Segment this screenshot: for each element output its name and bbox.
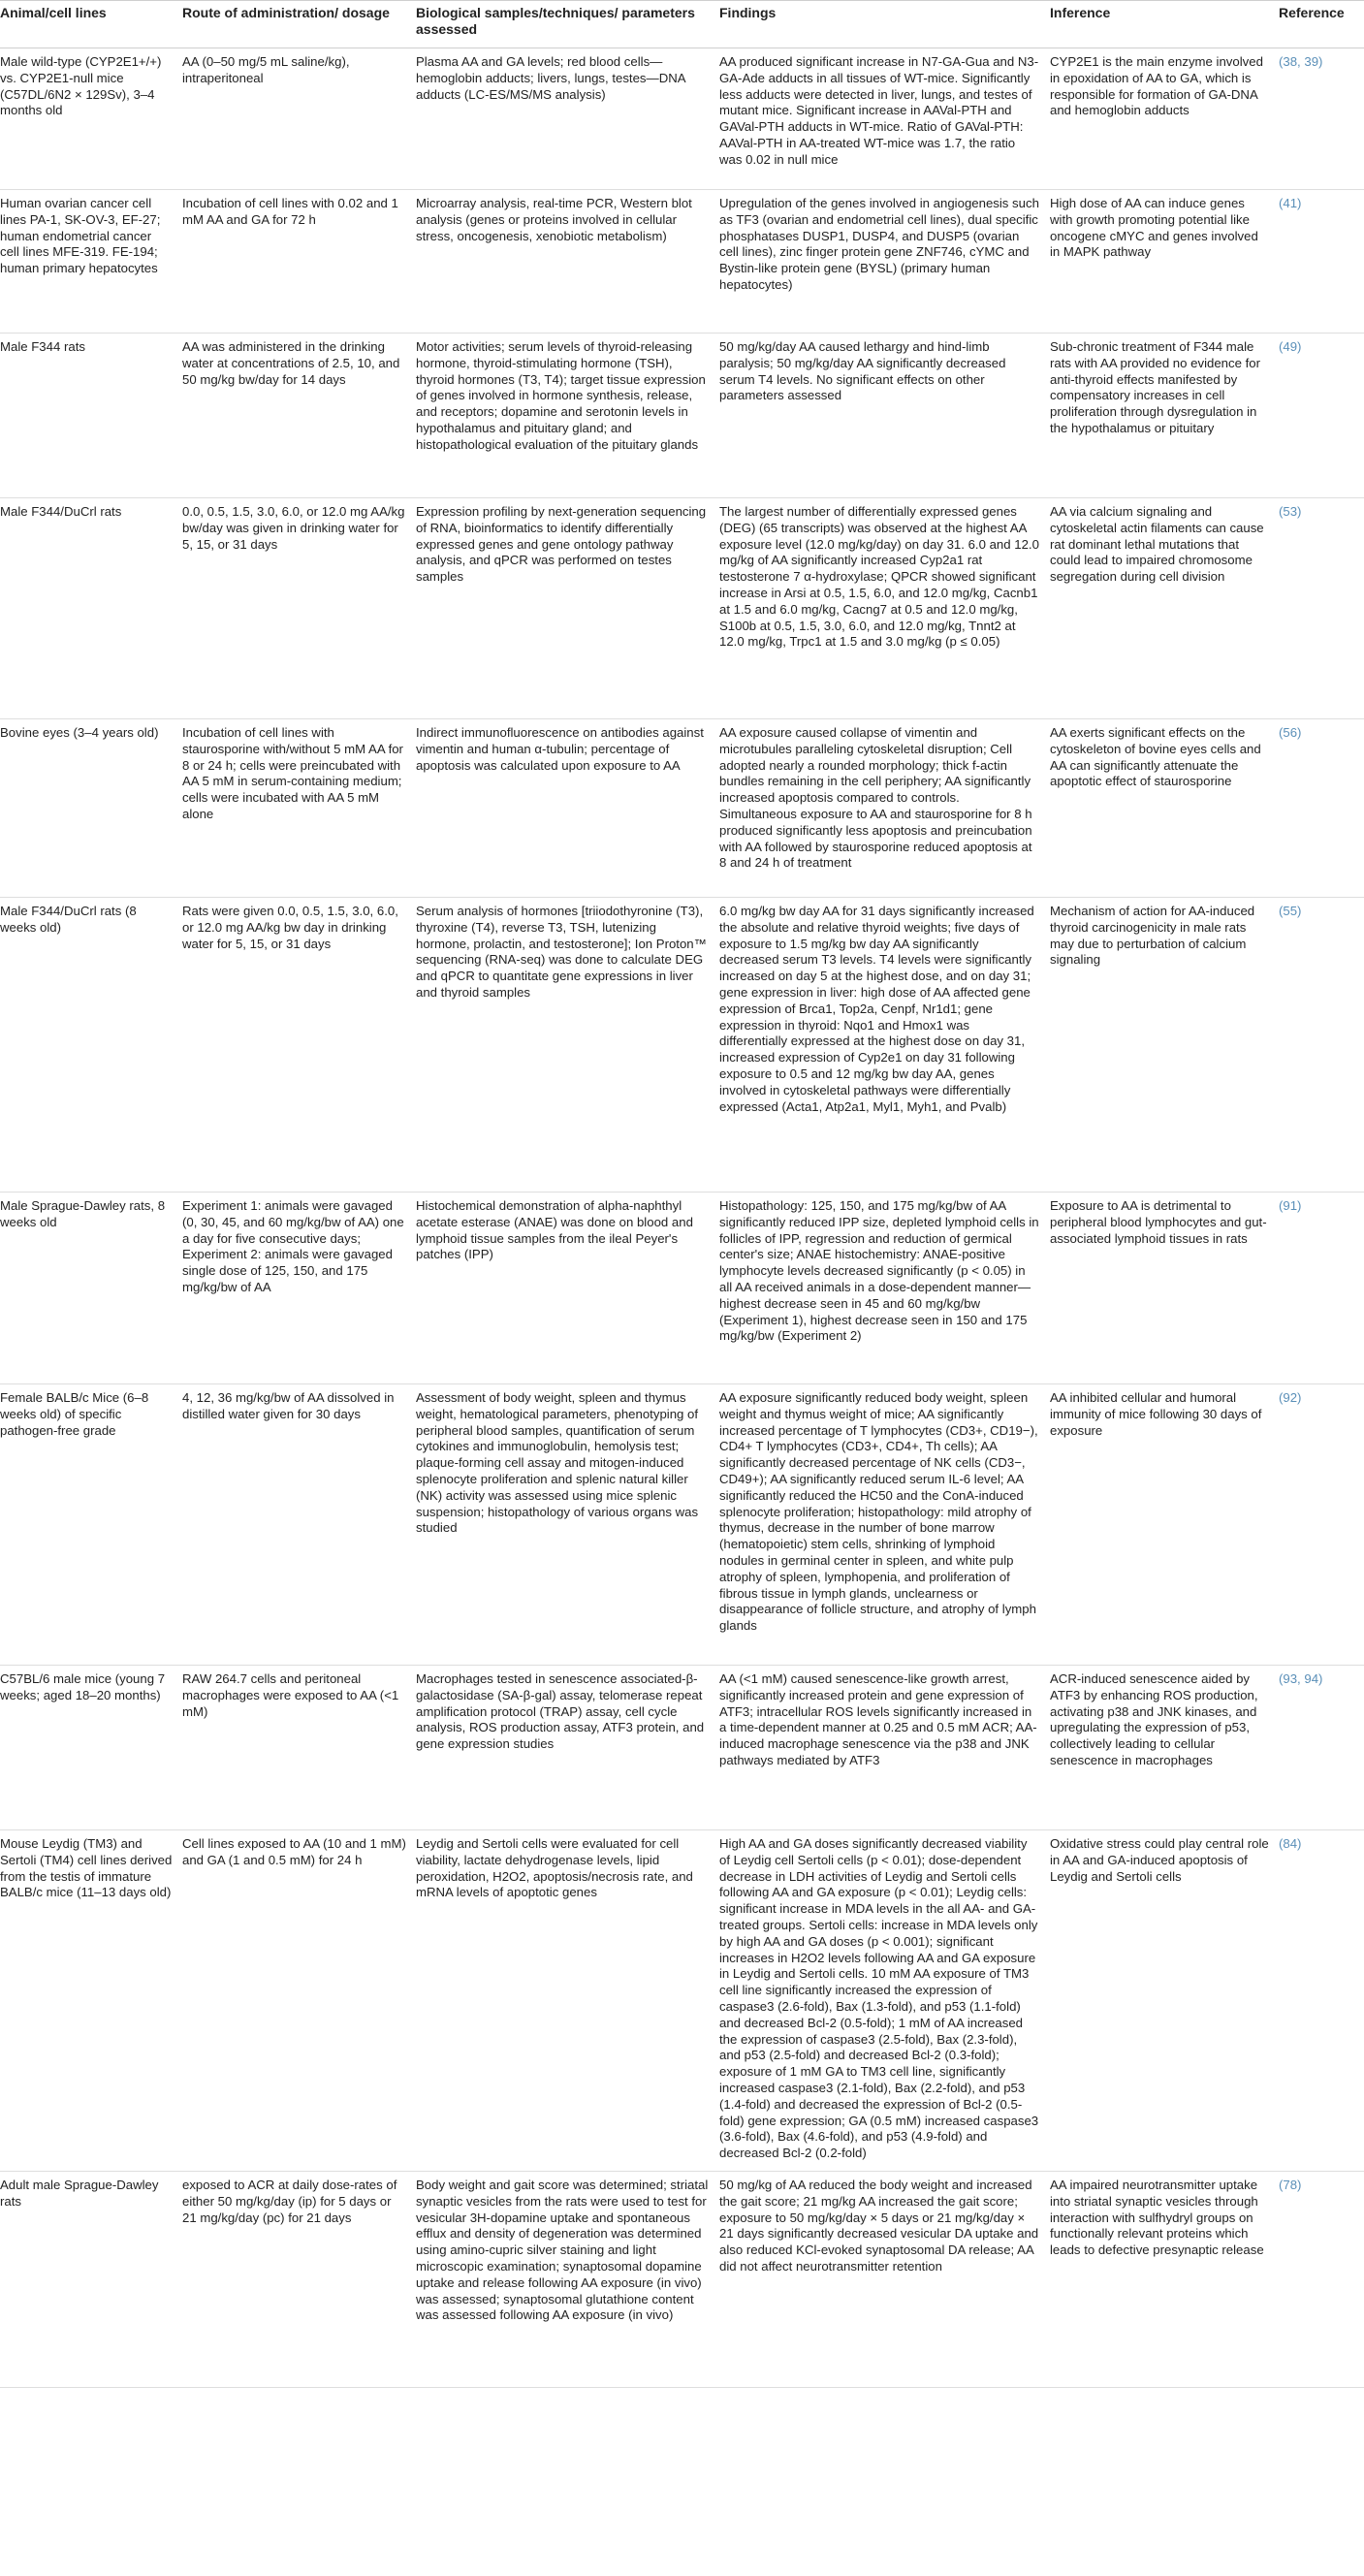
header-inference: Inference xyxy=(1050,5,1111,20)
cell-reference[interactable]: (56) xyxy=(1279,725,1302,740)
cell-samples: Body weight and gait score was determined; striatal synaptic vesicles from the rats were used to test for vesicular 3H-dopamine uptake and spontaneous efflux and density of degeneration was determined using amino-cupric silver staining and light microscopic examination; synaptosomal dopamine uptake and release following AA exposure (in vivo) was assessed; synaptosomal glutathione content was assessed following AA exposure (in vivo) xyxy=(416,2177,709,2323)
table-row xyxy=(0,334,1364,498)
cell-route: Incubation of cell lines with staurosporine with/without 5 mM AA for 8 or 24 h; cells were preincubated with AA 5 mM in serum-containing medium; cells were incubated with AA 5 mM alone xyxy=(182,725,403,821)
cell-inference: AA inhibited cellular and humoral immunity of mice following 30 days of exposure xyxy=(1050,1390,1262,1438)
cell-route: AA (0–50 mg/5 mL saline/kg), intraperitoneal xyxy=(182,54,350,85)
header-route: Route of administration/ dosage xyxy=(182,5,390,20)
header-findings: Findings xyxy=(719,5,777,20)
cell-inference: CYP2E1 is the main enzyme involved in epoxidation of AA to GA, which is responsible for formation of GA-DNA and hemoglobin adducts xyxy=(1050,54,1263,118)
cell-animal: C57BL/6 male mice (young 7 weeks; aged 18–20 months) xyxy=(0,1671,166,1702)
cell-inference: Mechanism of action for AA-induced thyroid carcinogenicity in male rats may due to perturbation of calcium signaling xyxy=(1050,904,1255,968)
cell-findings: AA exposure caused collapse of vimentin and microtubules paralleling cytoskeletal disruption; Cell adopted nearly a rounded morphology; thick f-actin bundles remaining in the cell periphery; AA significantly increased apoptosis compared to controls. Simultaneous exposure to AA and staurosporine for 8 h produced significantly less apoptosis and preincubation with AA followed by staurosporine reduced apoptosis at 8 and 24 h of treatment xyxy=(719,725,1032,871)
cell-route: RAW 264.7 cells and peritoneal macrophages were exposed to AA (<1 mM) xyxy=(182,1671,399,1719)
cell-samples: Expression profiling by next-generation sequencing of RNA, bioinformatics to identify differentially expressed genes and gene ontology pathway analysis, and qPCR was performed on testes samples xyxy=(416,504,707,585)
header-samples: Biological samples/techniques/ parameters assessed xyxy=(416,5,695,37)
cell-samples: Leydig and Sertoli cells were evaluated for cell viability, lactate dehydrogenase levels, lipid peroxidation, H2O2, apoptosis/necrosis rate, and mRNA levels of apoptotic genes xyxy=(416,1836,693,1900)
cell-animal: Mouse Leydig (TM3) and Sertoli (TM4) cell lines derived from the testis of immature BALB/c mice (11–13 days old) xyxy=(0,1836,173,1900)
header-animal: Animal/cell lines xyxy=(0,5,107,20)
cell-route: exposed to ACR at daily dose-rates of either 50 mg/kg/day (ip) for 5 days or 21 mg/kg/day (pc) for 21 days xyxy=(182,2177,397,2225)
cell-findings: AA produced significant increase in N7-GA-Gua and N3-GA-Ade adducts in all tissues of WT-mice. Significantly less adducts were detected in liver, lungs, and testes of mutant mice. Significant increase in AAVal-PTH and GAVal-PTH adducts in WT-mice. Ratio of GAVal-PTH: AAVal-PTH in AA-treated WT-mice was 1.7, the ratio was 0.02 in null mice xyxy=(719,54,1039,167)
cell-reference[interactable]: (38, 39) xyxy=(1279,54,1323,69)
table-body xyxy=(0,48,1364,2388)
cell-findings: 6.0 mg/kg bw day AA for 31 days significantly increased the absolute and relative thyroid weights; five days of exposure to 1.5 mg/kg bw day AA significantly decreased serum T3 levels. T4 levels were significantly increased on day 5 at the highest dose, and on day 31; gene expression in liver: high dose of AA affected gene expression of Brca1, Top2a, Cenpf, Nr1d1; gene expression in thyroid: Nqo1 and Hmox1 was differentially expressed at the highest dose on day 31, increased expression of Cyp2e1 on day 31 following exposure to 0.5 and 12 mg/kg bw day AA, genes involved in cytoskeletal pathways were differentially expressed (Acta1, Atp2a1, Myl1, Myh1, and Pvalb) xyxy=(719,904,1034,1114)
cell-findings: 50 mg/kg/day AA caused lethargy and hind-limb paralysis; 50 mg/kg/day AA significantly decreased serum T4 levels. No significant effects on other parameters assessed xyxy=(719,339,1006,403)
cell-samples: Serum analysis of hormones [triiodothyronine (T3), thyroxine (T4), reverse T3, TSH, lutenizing hormone, prolactin, and testosterone]; Ion Proton™ sequencing (RNA-seq) was done to calculate DEG and qPCR to quantitate gene expressions in liver and thyroid samples xyxy=(416,904,707,1000)
cell-reference[interactable]: (53) xyxy=(1279,504,1302,519)
cell-findings: AA (<1 mM) caused senescence-like growth arrest, significantly increased protein and gene expression of ATF3; intracellular ROS levels significantly increased in a time-dependent manner at 0.25 and 0.5 mM ACR; AA-induced macrophage senescence via the p38 and JNK pathways mediated by ATF3 xyxy=(719,1671,1037,1767)
cell-inference: Exposure to AA is detrimental to peripheral blood lymphocytes and gut-associated lymphoid tissues in rats xyxy=(1050,1198,1267,1246)
cell-findings: 50 mg/kg of AA reduced the body weight and increased the gait score; 21 mg/kg AA increased the gait score; exposure to 50 mg/kg/day × 5 days or 21 mg/kg/day × 21 days significantly decreased vesicular DA uptake and also reduced KCl-evoked synaptosomal DA release; AA did not affect neurotransmitter retention xyxy=(719,2177,1039,2274)
table-row xyxy=(0,719,1364,898)
cell-samples: Assessment of body weight, spleen and thymus weight, hematological parameters, phenotyping of peripheral blood samples, quantification of serum cytokines and immunoglobulin, hemolysis test; plaque-forming cell assay and mitogen-induced splenocyte proliferation and splenic natural killer (NK) activity was assessed using mice splenic suspension; histopathology of various organs was studied xyxy=(416,1390,699,1536)
cell-animal: Human ovarian cancer cell lines PA-1, SK-OV-3, EF-27; human endometrial cancer cell lines MFE-319. FE-194; human primary hepatocytes xyxy=(0,196,161,276)
cell-animal: Male F344/DuCrl rats xyxy=(0,504,122,519)
cell-animal: Female BALB/c Mice (6–8 weeks old) of specific pathogen-free grade xyxy=(0,1390,149,1438)
cell-samples: Histochemical demonstration of alpha-naphthyl acetate esterase (ANAE) was done on blood and lymphoid tissue samples from the ileal Peyer's patches (IPP) xyxy=(416,1198,693,1262)
table-row xyxy=(0,898,1364,1193)
cell-route: Incubation of cell lines with 0.02 and 1 mM AA and GA for 72 h xyxy=(182,196,398,227)
cell-route: 4, 12, 36 mg/kg/bw of AA dissolved in distilled water given for 30 days xyxy=(182,1390,395,1421)
cell-findings: High AA and GA doses significantly decreased viability of Leydig cell Sertoli cells (p < 0.01); dose-dependent decrease in LDH activities of Leydig and Sertoli cells following AA and GA exposure (p < 0.01); Leydig cells: significant increase in MDA levels in the all AA- and GA-treated groups. Sertoli cells: increase in MDA levels only by high AA and GA doses (p < 0.001); significant increases in H2O2 levels following AA and GA exposure in Leydig and Sertoli cells. 10 mM AA exposure of TM3 cell line significantly increased the expression of caspase3 (2.6-fold), Bax (1.3-fold), and p53 (1.1-fold) and decreased Bcl-2 (0.5-fold); 1 mM of AA increased the expression of caspase3 (2.5-fold), Bax (2.3-fold), and p53 (2.5-fold) and decreased Bcl-2 (0.3-fold); exposure of 1 mM GA to TM3 cell line, significantly increased caspase3 (2.1-fold), Bax (2.2-fold), and p53 (1.4-fold) and decreased the expression of Bcl-2 (0.5-fold) gene expression; GA (0.5 mM) increased caspase3 (3.6-fold), Bax (4.6-fold), and p53 (4.9-fold) and decreased Bcl-2 (0.2-fold) xyxy=(719,1836,1039,2161)
cell-animal: Male F344/DuCrl rats (8 weeks old) xyxy=(0,904,137,935)
table-row xyxy=(0,1193,1364,1384)
cell-reference[interactable]: (49) xyxy=(1279,339,1302,354)
cell-samples: Microarray analysis, real-time PCR, Western blot analysis (genes or proteins involved in cellular stress, oncogenesis, xenobiotic metabolism) xyxy=(416,196,692,243)
cell-findings: AA exposure significantly reduced body weight, spleen weight and thymus weight of mice; AA significantly increased percentage of T lymphocytes (CD3+, CD19−), CD4+ T lymphocytes (CD3+, CD4+, Th cells); AA significantly decreased percentage of NK cells (CD3−, CD49+); AA significantly reduced serum IL-6 level; AA significantly reduced the HC50 and the ConA-induced splenocyte proliferation; histopathology: mild atrophy of thymus, decrease in the number of bone marrow (hematopoietic) stem cells, shrinking of lymphoid nodules in germinal center in spleen, and white pulp atrophy of spleen, lymphopenia, and proliferation of fibrous tissue in lymph glands, unclearness or disappearance of follicle structure, and atrophy of lymph glands xyxy=(719,1390,1038,1634)
cell-findings: The largest number of differentially expressed genes (DEG) (65 transcripts) was observed at the highest AA exposure level (12.0 mg/kg/day) on day 31. 6.0 and 12.0 mg/kg of AA significantly increased Cyp2a1 rat testosterone 7 α-hydroxylase; QPCR showed significant increase in Arsi at 0.5, 1.5, 6.0, and 12.0 mg/kg, Cacnb1 at 1.5 and 6.0 mg/kg, Cacng7 at 0.5 and 12.0 mg/kg, S100b at 0.5, 1.5, 3.0, 6.0, and 12.0 mg/kg, Tnnt2 at 12.0 mg/kg, Trpc1 at 1.5 and 3.0 mg/kg (p ≤ 0.05) xyxy=(719,504,1039,650)
cell-reference[interactable]: (93, 94) xyxy=(1279,1671,1323,1686)
cell-inference: AA exerts significant effects on the cytoskeleton of bovine eyes cells and AA can significantly attenuate the apoptotic effect of staurosporine xyxy=(1050,725,1261,789)
header-row xyxy=(0,1,1364,48)
table-row xyxy=(0,48,1364,190)
table-row xyxy=(0,190,1364,334)
cell-samples: Plasma AA and GA levels; red blood cells—hemoglobin adducts; livers, lungs, testes—DNA adducts (LC-ES/MS/MS analysis) xyxy=(416,54,685,102)
cell-reference[interactable]: (55) xyxy=(1279,904,1302,918)
cell-samples: Motor activities; serum levels of thyroid-releasing hormone, thyroid-stimulating hormone (TSH), thyroid hormones (T3, T4); target tissue expression of genes involved in hormone synthesis, release, and receptors; dopamine and serotonin levels in hypothalamus and pituitary gland; and histopathological evaluation of the pituitary glands xyxy=(416,339,706,452)
table-row xyxy=(0,2171,1364,2387)
cell-findings: Histopathology: 125, 150, and 175 mg/kg/bw of AA significantly reduced IPP size, depleted lymphoid cells in follicles of IPP, regression and reduction of germical center's size; ANAE histochemistry: ANAE-positive lymphocyte levels decreased significantly (p < 0.05) in all AA received animals in a dose-dependent manner—highest decrease seen in 45 and 60 mg/kg/bw (Experiment 1), highest decrease seen in 150 and 175 mg/kg/bw (Experiment 2) xyxy=(719,1198,1039,1344)
cell-reference[interactable]: (84) xyxy=(1279,1836,1302,1851)
header-reference: Reference xyxy=(1279,5,1345,20)
cell-route: Rats were given 0.0, 0.5, 1.5, 3.0, 6.0, or 12.0 mg AA/kg bw day in drinking water for 5, 15, or 31 days xyxy=(182,904,398,951)
cell-route: Cell lines exposed to AA (10 and 1 mM) and GA (1 and 0.5 mM) for 24 h xyxy=(182,1836,406,1867)
cell-animal: Male F344 rats xyxy=(0,339,85,354)
cell-animal: Male Sprague-Dawley rats, 8 weeks old xyxy=(0,1198,166,1229)
cell-inference: AA via calcium signaling and cytoskeletal actin filaments can cause rat dominant lethal mutations that could lead to impaired chromosome segregation during cell division xyxy=(1050,504,1264,585)
cell-inference: AA impaired neurotransmitter uptake into striatal synaptic vesicles through interaction with sulfhydryl groups on functionally relevant proteins which leads to defective presynaptic release xyxy=(1050,2177,1264,2258)
table-row xyxy=(0,498,1364,719)
cell-samples: Macrophages tested in senescence associated-β-galactosidase (SA-β-gal) assay, telomerase repeat amplification protocol (TRAP) assay, cell cycle analysis, ROS production assay, ATF3 protein, and gene expression studies xyxy=(416,1671,705,1752)
cell-route: Experiment 1: animals were gavaged (0, 30, 45, and 60 mg/kg/bw of AA) one a day for five consecutive days; Experiment 2: animals were gavaged single dose of 125, 150, and 175 mg/kg/bw of AA xyxy=(182,1198,404,1294)
table-header xyxy=(0,1,1364,48)
table-row xyxy=(0,1830,1364,2172)
cell-findings: Upregulation of the genes involved in angiogenesis such as TF3 (ovarian and endometrial cell lines), dual specific phosphatases DUSP1, DUSP4, and DUSP5 (ovarian cell lines), zinc finger protein gene ZNF746, cYMC and Bystin-like protein gene (BYSL) (primary human hepatocytes) xyxy=(719,196,1039,292)
table-row xyxy=(0,1384,1364,1666)
cell-reference[interactable]: (78) xyxy=(1279,2177,1302,2192)
cell-reference[interactable]: (92) xyxy=(1279,1390,1302,1405)
cell-animal: Adult male Sprague-Dawley rats xyxy=(0,2177,159,2209)
cell-inference: High dose of AA can induce genes with growth promoting potential like oncogene cMYC and genes involved in MAPK pathway xyxy=(1050,196,1258,260)
cell-animal: Male wild-type (CYP2E1+/+) vs. CYP2E1-null mice (C57DL/6N2 × 129Sv), 3–4 months old xyxy=(0,54,162,118)
cell-reference[interactable]: (91) xyxy=(1279,1198,1302,1213)
cell-reference[interactable]: (41) xyxy=(1279,196,1302,210)
table-row xyxy=(0,1666,1364,1830)
cell-samples: Indirect immunofluorescence on antibodies against vimentin and human α-tubulin; percentage of apoptosis was calculated upon exposure to AA xyxy=(416,725,704,773)
cell-inference: ACR-induced senescence aided by ATF3 by enhancing ROS production, activating p38 and JNK kinases, and upregulating the expression of p53, collectively leading to cellular senescence in macrophages xyxy=(1050,1671,1258,1767)
cell-inference: Oxidative stress could play central role in AA and GA-induced apoptosis of Leydig and Sertoli cells xyxy=(1050,1836,1269,1884)
cell-route: 0.0, 0.5, 1.5, 3.0, 6.0, or 12.0 mg AA/kg bw/day was given in drinking water for 5, 15, or 31 days xyxy=(182,504,405,552)
cell-inference: Sub-chronic treatment of F344 male rats with AA provided no evidence for anti-thyroid effects manifested by compensatory increases in cell proliferation through dysregulation in the hypothalamus or pituitary xyxy=(1050,339,1260,435)
cell-route: AA was administered in the drinking water at concentrations of 2.5, 10, and 50 mg/kg bw/day for 14 days xyxy=(182,339,400,387)
cell-animal: Bovine eyes (3–4 years old) xyxy=(0,725,159,740)
